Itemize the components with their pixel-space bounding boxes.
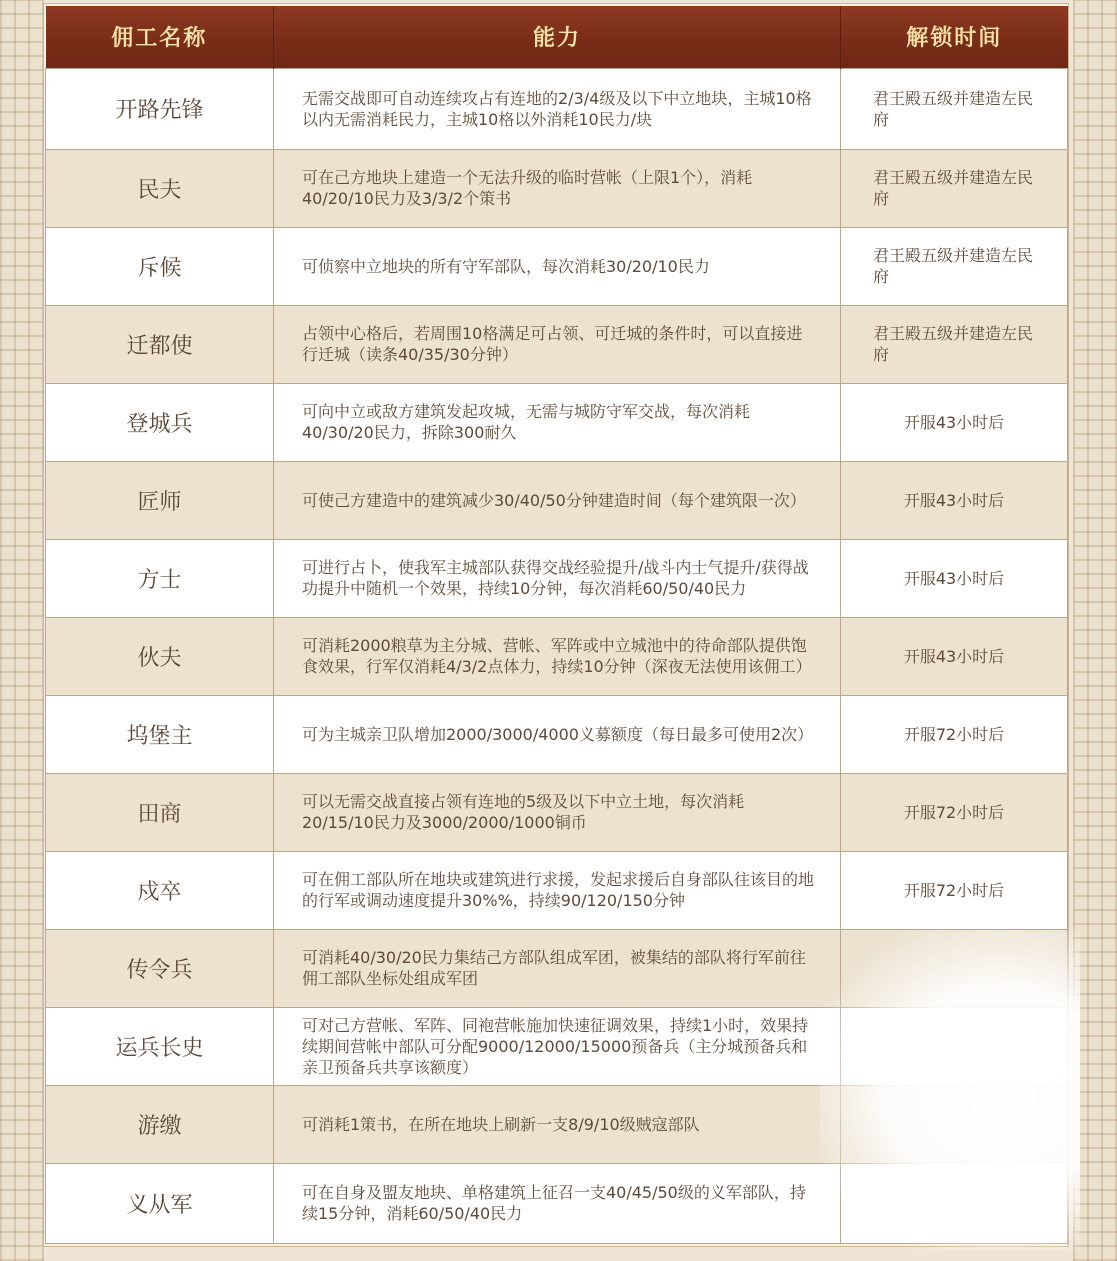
mercenary-ability: 可为主城亲卫队增加2000/3000/4000义募额度（每日最多可使用2次） <box>274 695 841 773</box>
mercenary-name: 登城兵 <box>46 383 274 461</box>
mercenary-ability: 占领中心格后，若周围10格满足可占领、可迁城的条件时，可以直接进行迁城（读条40/35/30分钟） <box>274 305 841 383</box>
mercenary-name: 戍卒 <box>46 851 274 929</box>
mercenary-name: 匠师 <box>46 461 274 539</box>
mercenary-ability: 无需交战即可自动连续攻占有连地的2/3/4级及以下中立地块，主城10格以内无需消耗民力，主城10格以外消耗10民力/块 <box>274 68 841 149</box>
table-row <box>46 149 1068 227</box>
mercenary-unlock-time: 开服72小时后 <box>841 773 1068 851</box>
table-row <box>46 1007 1068 1085</box>
table-row <box>46 851 1068 929</box>
mercenary-ability: 可在佣工部队所在地块或建筑进行求援，发起求援后自身部队往该目的地的行军或调动速度提升30%%，持续90/120/150分钟 <box>274 851 841 929</box>
table-header-row <box>46 6 1068 68</box>
mercenary-unlock-time: 开服43小时后 <box>841 461 1068 539</box>
mercenary-ability: 可消耗1策书，在所在地块上刷新一支8/9/10级贼寇部队 <box>274 1085 841 1163</box>
table-row <box>46 695 1068 773</box>
mercenary-name: 迁都使 <box>46 305 274 383</box>
mercenary-name: 斥候 <box>46 227 274 305</box>
mercenary-unlock-time: 君王殿五级并建造左民府 <box>841 227 1068 305</box>
mercenary-ability: 可进行占卜，使我军主城部队获得交战经验提升/战斗内士气提升/获得战功提升中随机一个效果，持续10分钟，每次消耗60/50/40民力 <box>274 539 841 617</box>
table-row <box>46 539 1068 617</box>
mercenary-name: 民夫 <box>46 149 274 227</box>
mercenary-unlock-time <box>841 1163 1068 1243</box>
header-name: 佣工名称 <box>46 6 274 68</box>
mercenary-name: 游缴 <box>46 1085 274 1163</box>
mercenary-unlock-time <box>841 929 1068 1007</box>
mercenary-ability: 可对己方营帐、军阵、同袍营帐施加快速征调效果，持续1小时，效果持续期间营帐中部队可分配9000/12000/15000预备兵（主分城预备兵和亲卫预备兵共享该额度） <box>274 1007 841 1085</box>
mercenary-unlock-time: 君王殿五级并建造左民府 <box>841 68 1068 149</box>
mercenary-unlock-time: 君王殿五级并建造左民府 <box>841 149 1068 227</box>
left-fret-border <box>0 0 44 1261</box>
mercenary-table <box>45 6 1068 1244</box>
header-unlock: 解锁时间 <box>841 6 1068 68</box>
right-fret-border <box>1073 0 1117 1261</box>
mercenary-ability: 可向中立或敌方建筑发起攻城，无需与城防守军交战，每次消耗40/30/20民力，拆除300耐久 <box>274 383 841 461</box>
table-row <box>46 461 1068 539</box>
mercenary-ability: 可侦察中立地块的所有守军部队，每次消耗30/20/10民力 <box>274 227 841 305</box>
table-row <box>46 1085 1068 1163</box>
mercenary-unlock-time: 开服43小时后 <box>841 383 1068 461</box>
mercenary-name: 义从军 <box>46 1163 274 1243</box>
mercenary-unlock-time: 开服43小时后 <box>841 539 1068 617</box>
mercenary-unlock-time <box>841 1007 1068 1085</box>
mercenary-name: 伙夫 <box>46 617 274 695</box>
mercenary-name: 传令兵 <box>46 929 274 1007</box>
mercenary-ability: 可使己方建造中的建筑减少30/40/50分钟建造时间（每个建筑限一次） <box>274 461 841 539</box>
table-row <box>46 68 1068 149</box>
mercenary-ability: 可消耗2000粮草为主分城、营帐、军阵或中立城池中的待命部队提供饱食效果，行军仅消耗4/3/2点体力，持续10分钟（深夜无法使用该佣工） <box>274 617 841 695</box>
mercenary-unlock-time: 君王殿五级并建造左民府 <box>841 305 1068 383</box>
mercenary-name: 开路先锋 <box>46 68 274 149</box>
mercenary-name: 田商 <box>46 773 274 851</box>
table-row <box>46 227 1068 305</box>
mercenary-unlock-time <box>841 1085 1068 1163</box>
mercenary-ability: 可在己方地块上建造一个无法升级的临时营帐（上限1个），消耗40/20/10民力及3/3/2个策书 <box>274 149 841 227</box>
table-row <box>46 929 1068 1007</box>
table-row <box>46 773 1068 851</box>
header-ability: 能力 <box>274 6 841 68</box>
mercenary-unlock-time: 开服43小时后 <box>841 617 1068 695</box>
mercenary-ability: 可消耗40/30/20民力集结己方部队组成军团，被集结的部队将行军前往佣工部队坐标处组成军团 <box>274 929 841 1007</box>
mercenary-unlock-time: 开服72小时后 <box>841 851 1068 929</box>
table-row <box>46 383 1068 461</box>
mercenary-unlock-time: 开服72小时后 <box>841 695 1068 773</box>
mercenary-name: 运兵长史 <box>46 1007 274 1085</box>
mercenary-ability: 可以无需交战直接占领有连地的5级及以下中立土地，每次消耗20/15/10民力及3000/2000/1000铜币 <box>274 773 841 851</box>
mercenary-ability: 可在自身及盟友地块、单格建筑上征召一支40/45/50级的义军部队，持续15分钟，消耗60/50/40民力 <box>274 1163 841 1243</box>
table-row <box>46 1163 1068 1243</box>
mercenary-name: 坞堡主 <box>46 695 274 773</box>
table-row <box>46 617 1068 695</box>
mercenary-name: 方士 <box>46 539 274 617</box>
table-row <box>46 305 1068 383</box>
